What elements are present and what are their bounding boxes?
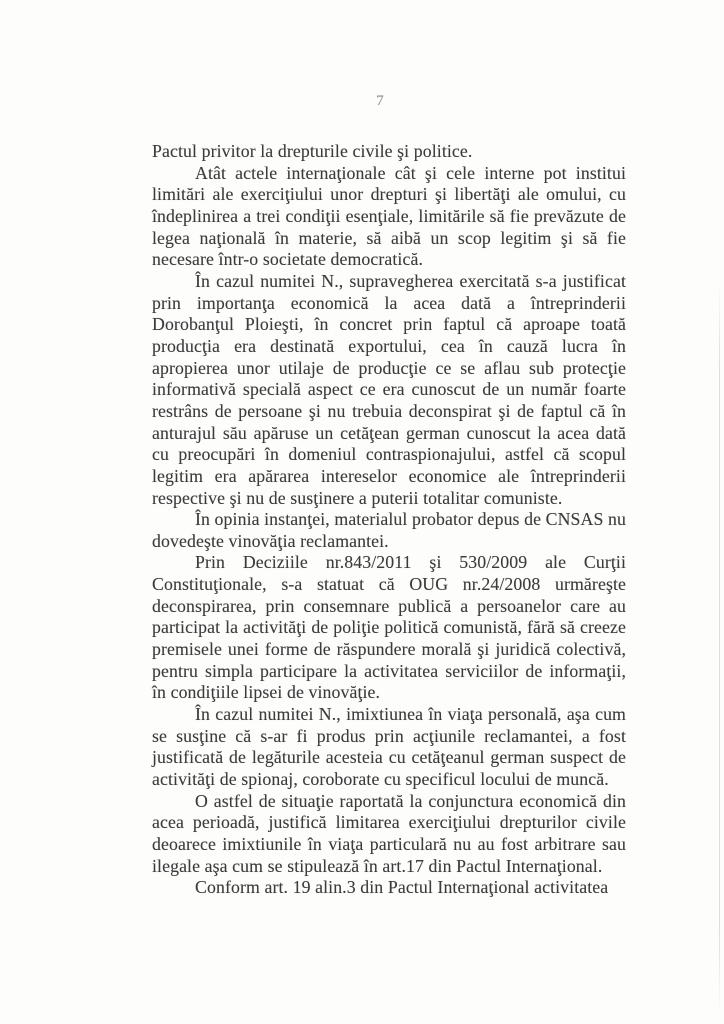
paragraph: În cazul numitei N., imixtiunea în viaţa personală, aşa cum se susţine că s-ar fi produs prin acţiunile reclamantei, a fost justificată de legăturile acesteia cu cetăţeanul german suspect de activităţi de spionaj, coroborate cu specificul locului de muncă.: [152, 704, 626, 790]
paragraph-continuation: Pactul privitor la drepturile civile şi politice.: [152, 141, 473, 161]
paragraph: O astfel de situaţie raportată la conjunctura economică din acea perioadă, justifică limitarea exerciţiului drepturilor civile deoarece imixtiunile în viaţa particulară nu au fost arbitrare sau ilegale aşa cum se stipulează în art.17 din Pactul Internaţional.: [152, 790, 626, 876]
paragraph: Conform art. 19 alin.3 din Pactul Internaţional activitatea: [195, 877, 609, 898]
paragraph: În cazul numitei N., supravegherea exercitată s-a justificat prin importanţa economică la acea dată a întreprinderii Dorobanţul Ploieşti, în concret prin faptul că aproape toată producţia era destinată exportului, cea în cauză lucra în apropierea unor utilaje de producţie ce se aflau sub protecţie informativă specială aspect ce era cunoscut de un număr foarte restrâns de persoane şi nu trebuia deconspirat şi de faptul că în anturajul său apăruse un cetăţean german cunoscut la acea dată cu preocupări în domeniul contraspionajului, astfel că scopul legitim era apărarea intereselor economice ale întreprinderii respective şi nu de susţinere a puterii totalitar comuniste.: [152, 270, 626, 508]
page-number: 7: [376, 93, 384, 109]
paragraph: În opinia instanţei, materialul probator depus de CNSAS nu dovedeşte vinovăţia reclamantei.: [152, 509, 626, 551]
paragraph: Prin Deciziile nr.843/2011 şi 530/2009 ale Curţii Constituţionale, s-a statuat că OUG nr.24/2008 urmăreşte deconspirarea, prin consemnare publică a persoanelor care au participat la activităţi de poliţie politică comunistă, fără să creeze premisele unei forme de răspundere morală şi juridică colectivă, pentru simpla participare la activitatea serviciilor de informaţii, în condiţiile lipsei de vinovăţie.: [152, 552, 626, 703]
text-block: [152, 141, 626, 899]
scan-edge-artifact: [719, 280, 721, 1016]
paragraph: Atât actele internaţionale cât şi cele interne pot institui limitări ale exerciţiului unor drepturi şi libertăţi ale omului, cu îndeplinirea a trei condiţii esenţiale, limitările să fie prevăzute de legea naţională în materie, să aibă un scop legitim şi să fie necesare într-o societate democratică.: [152, 162, 626, 270]
